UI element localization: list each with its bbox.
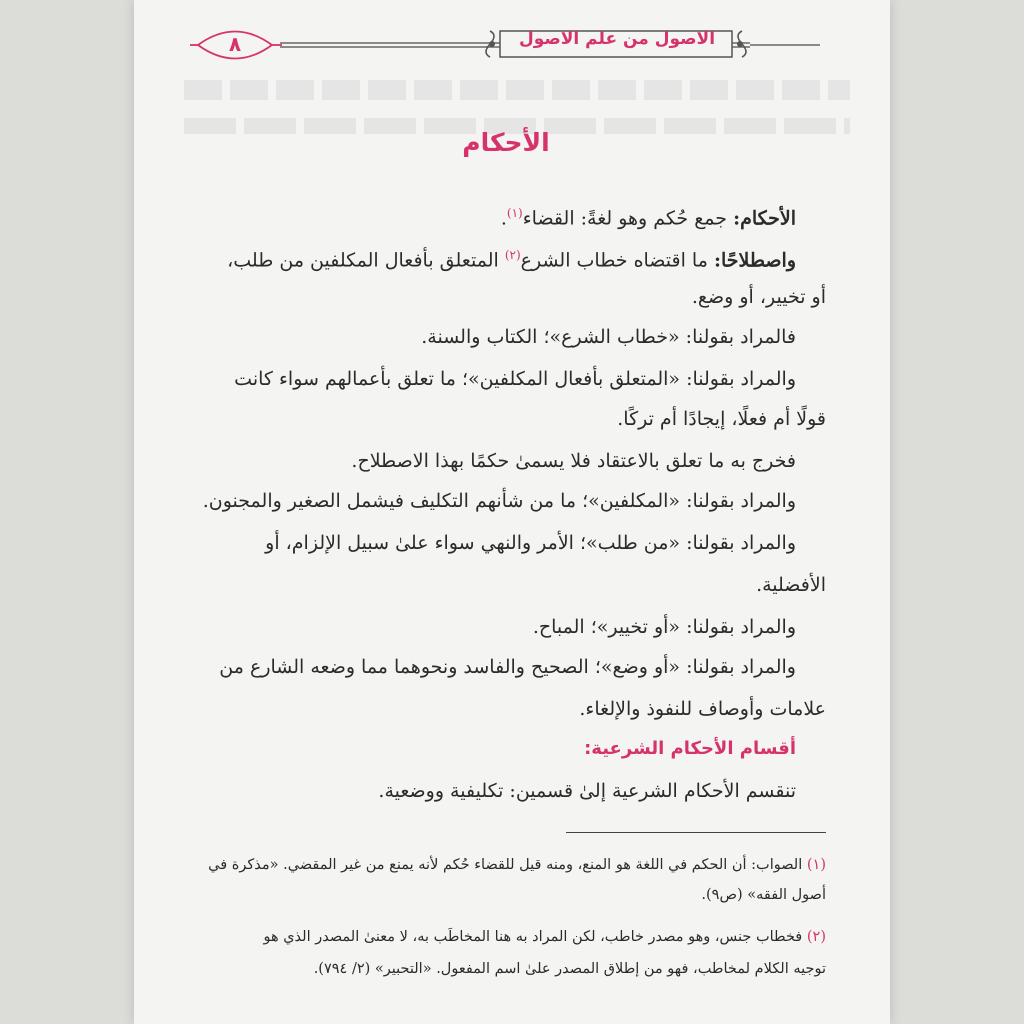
footnote-text: فخطاب جنس، وهو مصدر خاطب، لكن المراد به هنا المخاطَب به، لا معنىٰ المصدر الذي هو — [263, 929, 807, 945]
paragraph-line: والمراد بقولنا: «المتعلق بأفعال المكلفين»؛ ما تعلق بأعمالهم سواء كانت — [234, 368, 796, 390]
section-title: الأحكام — [462, 128, 550, 157]
page-number: ٨ — [228, 32, 242, 56]
term-label: واصطلاحًا: — [713, 249, 796, 272]
subheading: أقسام الأحكام الشرعية: — [584, 738, 796, 759]
paragraph-line — [186, 198, 796, 233]
paragraph-line: والمراد بقولنا: «أو تخيير»؛ المباح. — [532, 616, 796, 638]
line-text: . — [500, 207, 507, 230]
footnote-ref[interactable]: (١) — [506, 206, 523, 220]
line-text: المتعلق بأفعال المكلفين من طلب، — [227, 249, 505, 272]
paragraph-line: فخرج به ما تعلق بالاعتقاد فلا يسمىٰ حكمًا بهذا الاصطلاح. — [351, 450, 796, 472]
term-label: الأحكام: — [733, 207, 796, 230]
book-page — [134, 0, 890, 1024]
footnote-ref[interactable]: (٢) — [504, 248, 521, 262]
footnote-continuation: توجيه الكلام لمخاطب، فهو من إطلاق المصدر علىٰ اسم المفعول. «التحبير» (٢/ ٧٩٤). — [313, 961, 826, 977]
paragraph-line: أو تخيير، أو وضع. — [691, 286, 826, 308]
paragraph-line: فالمراد بقولنا: «خطاب الشرع»؛ الكتاب والسنة. — [421, 326, 796, 348]
paragraph-line: علامات وأوصاف للنفوذ والإلغاء. — [579, 698, 826, 720]
main-text — [186, 0, 826, 1024]
paragraph-line: الأفضلية. — [756, 574, 826, 596]
footnote-text: الصواب: أن الحكم في اللغة هو المنع، ومنه قيل للقضاء حُكم لأنه يمنع من غير المقضي. «مذكرة في — [208, 857, 807, 873]
paragraph-line: والمراد بقولنا: «المكلفين»؛ ما من شأنهم التكليف فيشمل الصغير والمجنون. — [202, 490, 796, 512]
footnote-continuation: أصول الفقه» (ص٩). — [701, 887, 826, 903]
paragraph-line: والمراد بقولنا: «أو وضع»؛ الصحيح والفاسد ونحوهما مما وضعه الشارع من — [219, 656, 796, 678]
footnote-number: (١) — [806, 857, 826, 873]
footnote — [186, 852, 826, 878]
footnote — [186, 924, 826, 950]
line-text: جمع حُكم وهو لغةً: القضاء — [522, 207, 734, 230]
footnote-divider — [566, 832, 826, 833]
running-title: الاصول من علم الاصول — [518, 29, 716, 49]
footnote-number: (٢) — [806, 929, 826, 945]
paragraph-line: تنقسم الأحكام الشرعية إلىٰ قسمين: تكليفية ووضعية. — [378, 780, 796, 802]
line-text: ما اقتضاه خطاب الشرع — [520, 249, 714, 272]
paragraph-line — [186, 240, 796, 275]
paragraph-line: قولًا أم فعلًا، إيجادًا أم تركًا. — [617, 408, 826, 430]
paragraph-line: والمراد بقولنا: «من طلب»؛ الأمر والنهي سواء علىٰ سبيل الإلزام، أو — [265, 532, 796, 554]
